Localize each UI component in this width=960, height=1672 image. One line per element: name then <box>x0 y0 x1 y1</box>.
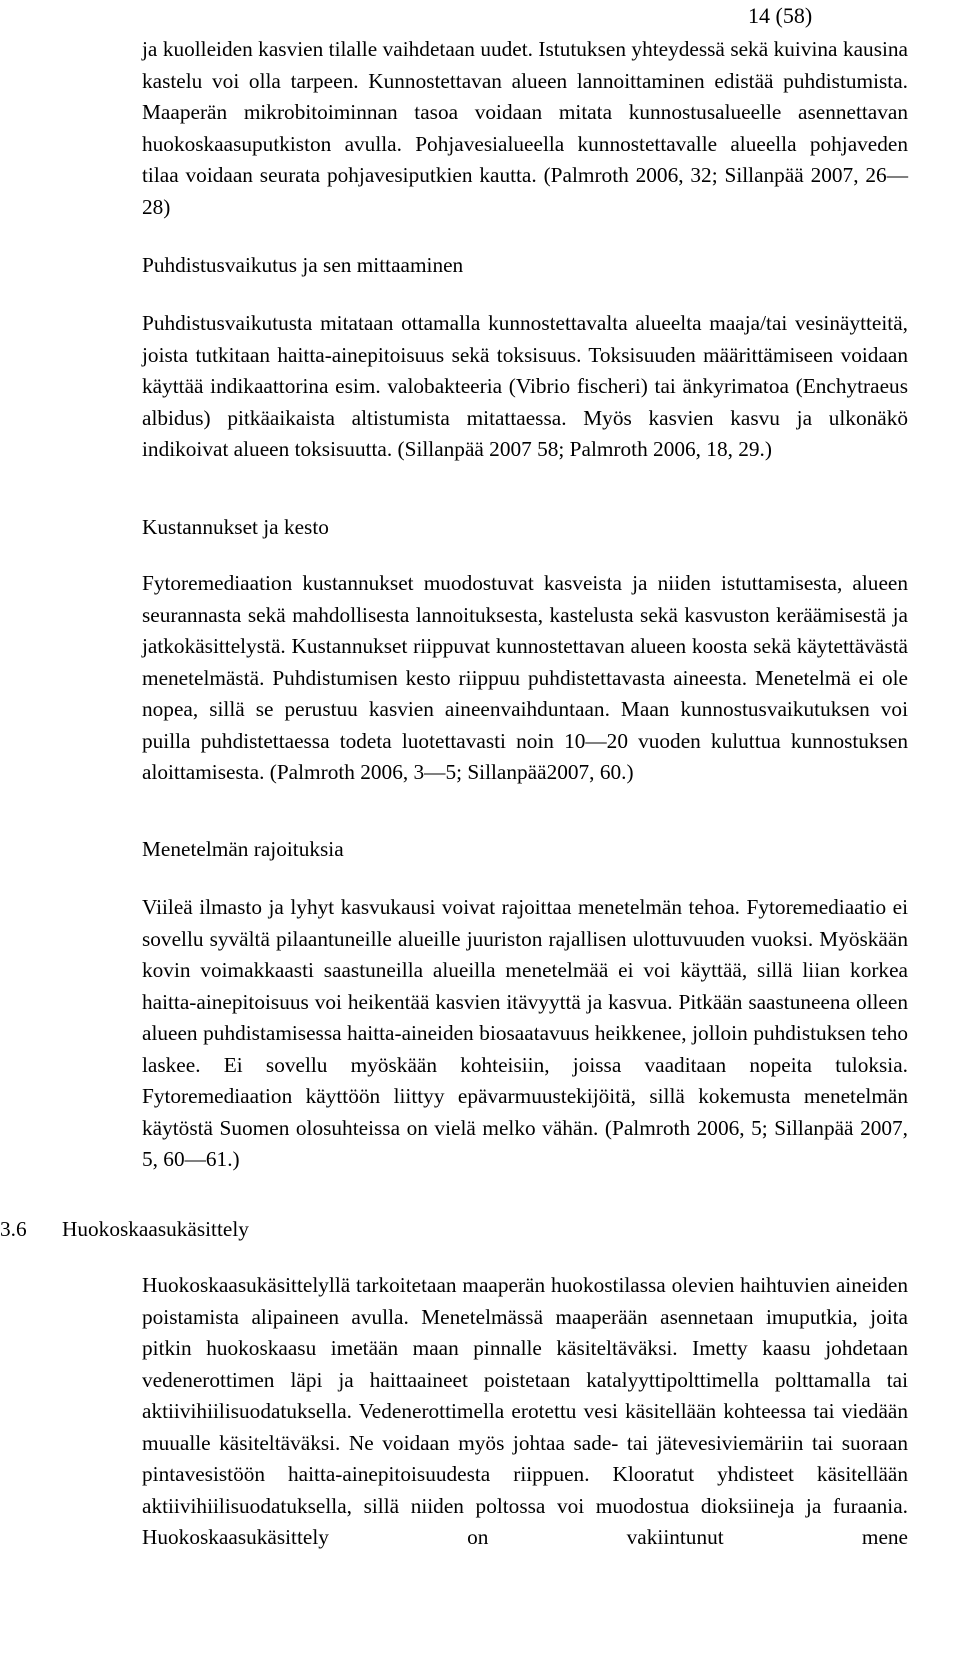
section-rajoituksia-body <box>142 892 908 1176</box>
page-number: 14 (58) <box>748 3 813 28</box>
section-heading-3-6 <box>0 1214 249 1246</box>
section-puhdistusvaikutus-body <box>142 308 908 466</box>
paragraph-puhdistusvaikutus: Puhdistusvaikutusta mitataan ottamalla kunnostettavalta alueelta maaja/tai vesinäytteitä, joista tutkitaan haitta-ainepitoisuus sekä toksisuus. Toksisuuden määrittämiseen voidaan käyttää indikaattorina esim. valobakteeria (Vibrio fischeri) tai änkyrimatoa (Enchytraeus albidus) pitkäaikaista altistumista mitattaessa. Myös kasvien kasvu ja ulkonäkö indikoivat alueen toksisuutta. (Sillanpää 2007 58; Palmroth 2006, 18, 29.) <box>142 311 908 461</box>
paragraph-huokoskaasukasittely: Huokoskaasukäsittelyllä tarkoitetaan maaperän huokostilassa olevien haihtuvien aineiden poistamista alipaineen avulla. Menetelmässä maaperään asennetaan imuputkia, joita pitkin huokoskaasu imetään maan pinnalle käsiteltäväksi. Imetty kaasu johdetaan vedenerottimen läpi ja haittaaineet poistetaan katalyyttipolttimella polttamalla tai aktiivihiilisuodatuksella. Vedenerottimella erotettu vesi käsitellään kohteessa tai viedään muualle käsiteltäväksi. Ne voidaan myös johtaa sade- tai jätevesiviemäriin tai suoraan pintavesistöön haitta-ainepitoisuudesta riippuen. Klooratut yhdisteet käsitellään aktiivihiilisuodatuksella, sillä niiden poltossa voi muodostua dioksiineja ja furaania. Huokoskaasukäsittely on vakiintunut mene <box>142 1273 908 1549</box>
section-kustannukset-body <box>142 568 908 789</box>
intro-paragraph: ja kuolleiden kasvien tilalle vaihdetaan uudet. Istutuksen yhteydessä sekä kuivina kausina kastelu voi olla tarpeen. Kunnostettavan alueen lannoittaminen edistää puhdistumista. Maaperän mikrobitoiminnan tasoa voidaan mitata kunnostusalueelle asennettavan huokoskaasuputkiston avulla. Pohjavesialueella kunnostettavalle alueella pohjaveden tilaa voidaan seurata pohjavesiputkien kautta. (Palmroth 2006, 32; Sillanpää 2007, 26—28) <box>142 37 908 219</box>
section-rajoituksia <box>142 834 908 866</box>
subheading-rajoituksia: Menetelmän rajoituksia <box>142 837 344 861</box>
section-kustannukset <box>142 512 908 544</box>
subheading-kustannukset: Kustannukset ja kesto <box>142 515 329 539</box>
paragraph-kustannukset: Fytoremediaation kustannukset muodostuvat kasveista ja niiden istuttamisesta, alueen seurannasta sekä mahdollisesta lannoituksesta, kastelusta sekä kasvuston keräämisestä ja jatkokäsittelystä. Kustannukset riippuvat kunnostettavan alueen koosta sekä käytettävästä menetelmästä. Puhdistumisen kesto riippuu puhdistettavasta aineesta. Menetelmä ei ole nopea, sillä se perustuu kasvien aineenvaihduntaan. Maan kunnostusvaikutuksen voi puilla puhdistettaessa todeta luotettavasti noin 10—20 vuoden kuluttua kunnostuksen aloittamisesta. (Palmroth 2006, 3—5; Sillanpää2007, 60.) <box>142 571 908 784</box>
section-number: 3.6 <box>0 1217 27 1241</box>
section-puhdistusvaikutus <box>142 250 908 282</box>
section-3-6-body <box>142 1270 908 1554</box>
intro-paragraph-block <box>142 34 908 223</box>
paragraph-rajoituksia: Viileä ilmasto ja lyhyt kasvukausi voivat rajoittaa menetelmän tehoa. Fytoremediaatio ei sovellu syvältä pilaantuneille alueille juuriston rajallisen ulottuvuuden vuoksi. Myöskään kovin voimakkaasti saastuneilla alueilla menetelmää ei voi käyttää, sillä liian korkea haitta-ainepitoisuus voi heikentää kasvien itävyyttä ja kasvua. Pitkään saastuneena olleen alueen puhdistamisessa haitta-aineiden biosaatavuus heikkenee, jolloin puhdistuksen teho laskee. Ei sovellu myöskään kohteisiin, joissa vaaditaan nopeita tuloksia. Fytoremediaation käyttöön liittyy epävarmuustekijöitä, sillä kokemusta menetelmän käytöstä Suomen olosuhteissa on vielä melko vähän. (Palmroth 2006, 5; Sillanpää 2007, 5, 60—61.) <box>142 895 908 1171</box>
subheading-puhdistusvaikutus: Puhdistusvaikutus ja sen mittaaminen <box>142 253 464 277</box>
section-title: Huokoskaasukäsittely <box>62 1217 249 1241</box>
